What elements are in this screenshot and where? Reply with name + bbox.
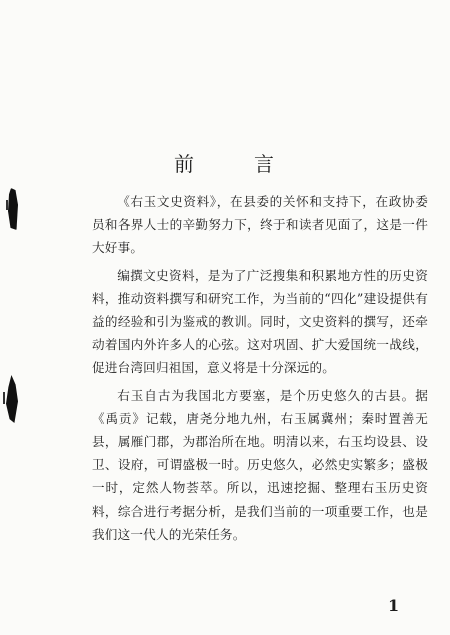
scan-speck [3, 392, 5, 404]
binding-hole-mark-top [8, 188, 18, 230]
binding-hole-mark-bottom [6, 375, 18, 423]
page-number: 1 [388, 596, 400, 615]
scan-speck [6, 200, 8, 210]
page-title [0, 148, 450, 177]
paragraph-1: 《右玉文史资料》，在县委的关怀和支持下，在政协委员和各界人士的辛勤努力下，终于和读者见面了，这是一件大好事。 [92, 194, 428, 256]
title-char-1: 前 [174, 152, 196, 176]
paragraph-3: 右玉自古为我国北方要塞，是个历史悠久的古县。据《禹贡》记载，唐尧分地九州，右玉属冀州；秦时置善无县，属雁门郡，为郡治所在地。明清以来，右玉均设县、设卫、设府，可谓盛极一时。历史悠久，必然史实繁多；盛极一时，定然人物荟萃。所以，迅速挖掘、整理右玉历史资料，综合进行考据分析，是我们当前的一项重要工作，也是我们这一代人的光荣任务。 [92, 387, 428, 542]
paragraph-2: 编撰文史资料，是为了广泛搜集和积累地方性的历史资料，推动资料撰写和研究工作，为当前的“四化”建设提供有益的经验和引为鉴戒的教训。同时，文史资料的撰写，还牵动着国内外许多人的心弦。这对巩固、扩大爱国统一战线，促进台湾回归祖国，意义将是十分深远的。 [92, 267, 428, 376]
preface-body [92, 190, 428, 550]
title-char-2: 言 [254, 152, 276, 176]
